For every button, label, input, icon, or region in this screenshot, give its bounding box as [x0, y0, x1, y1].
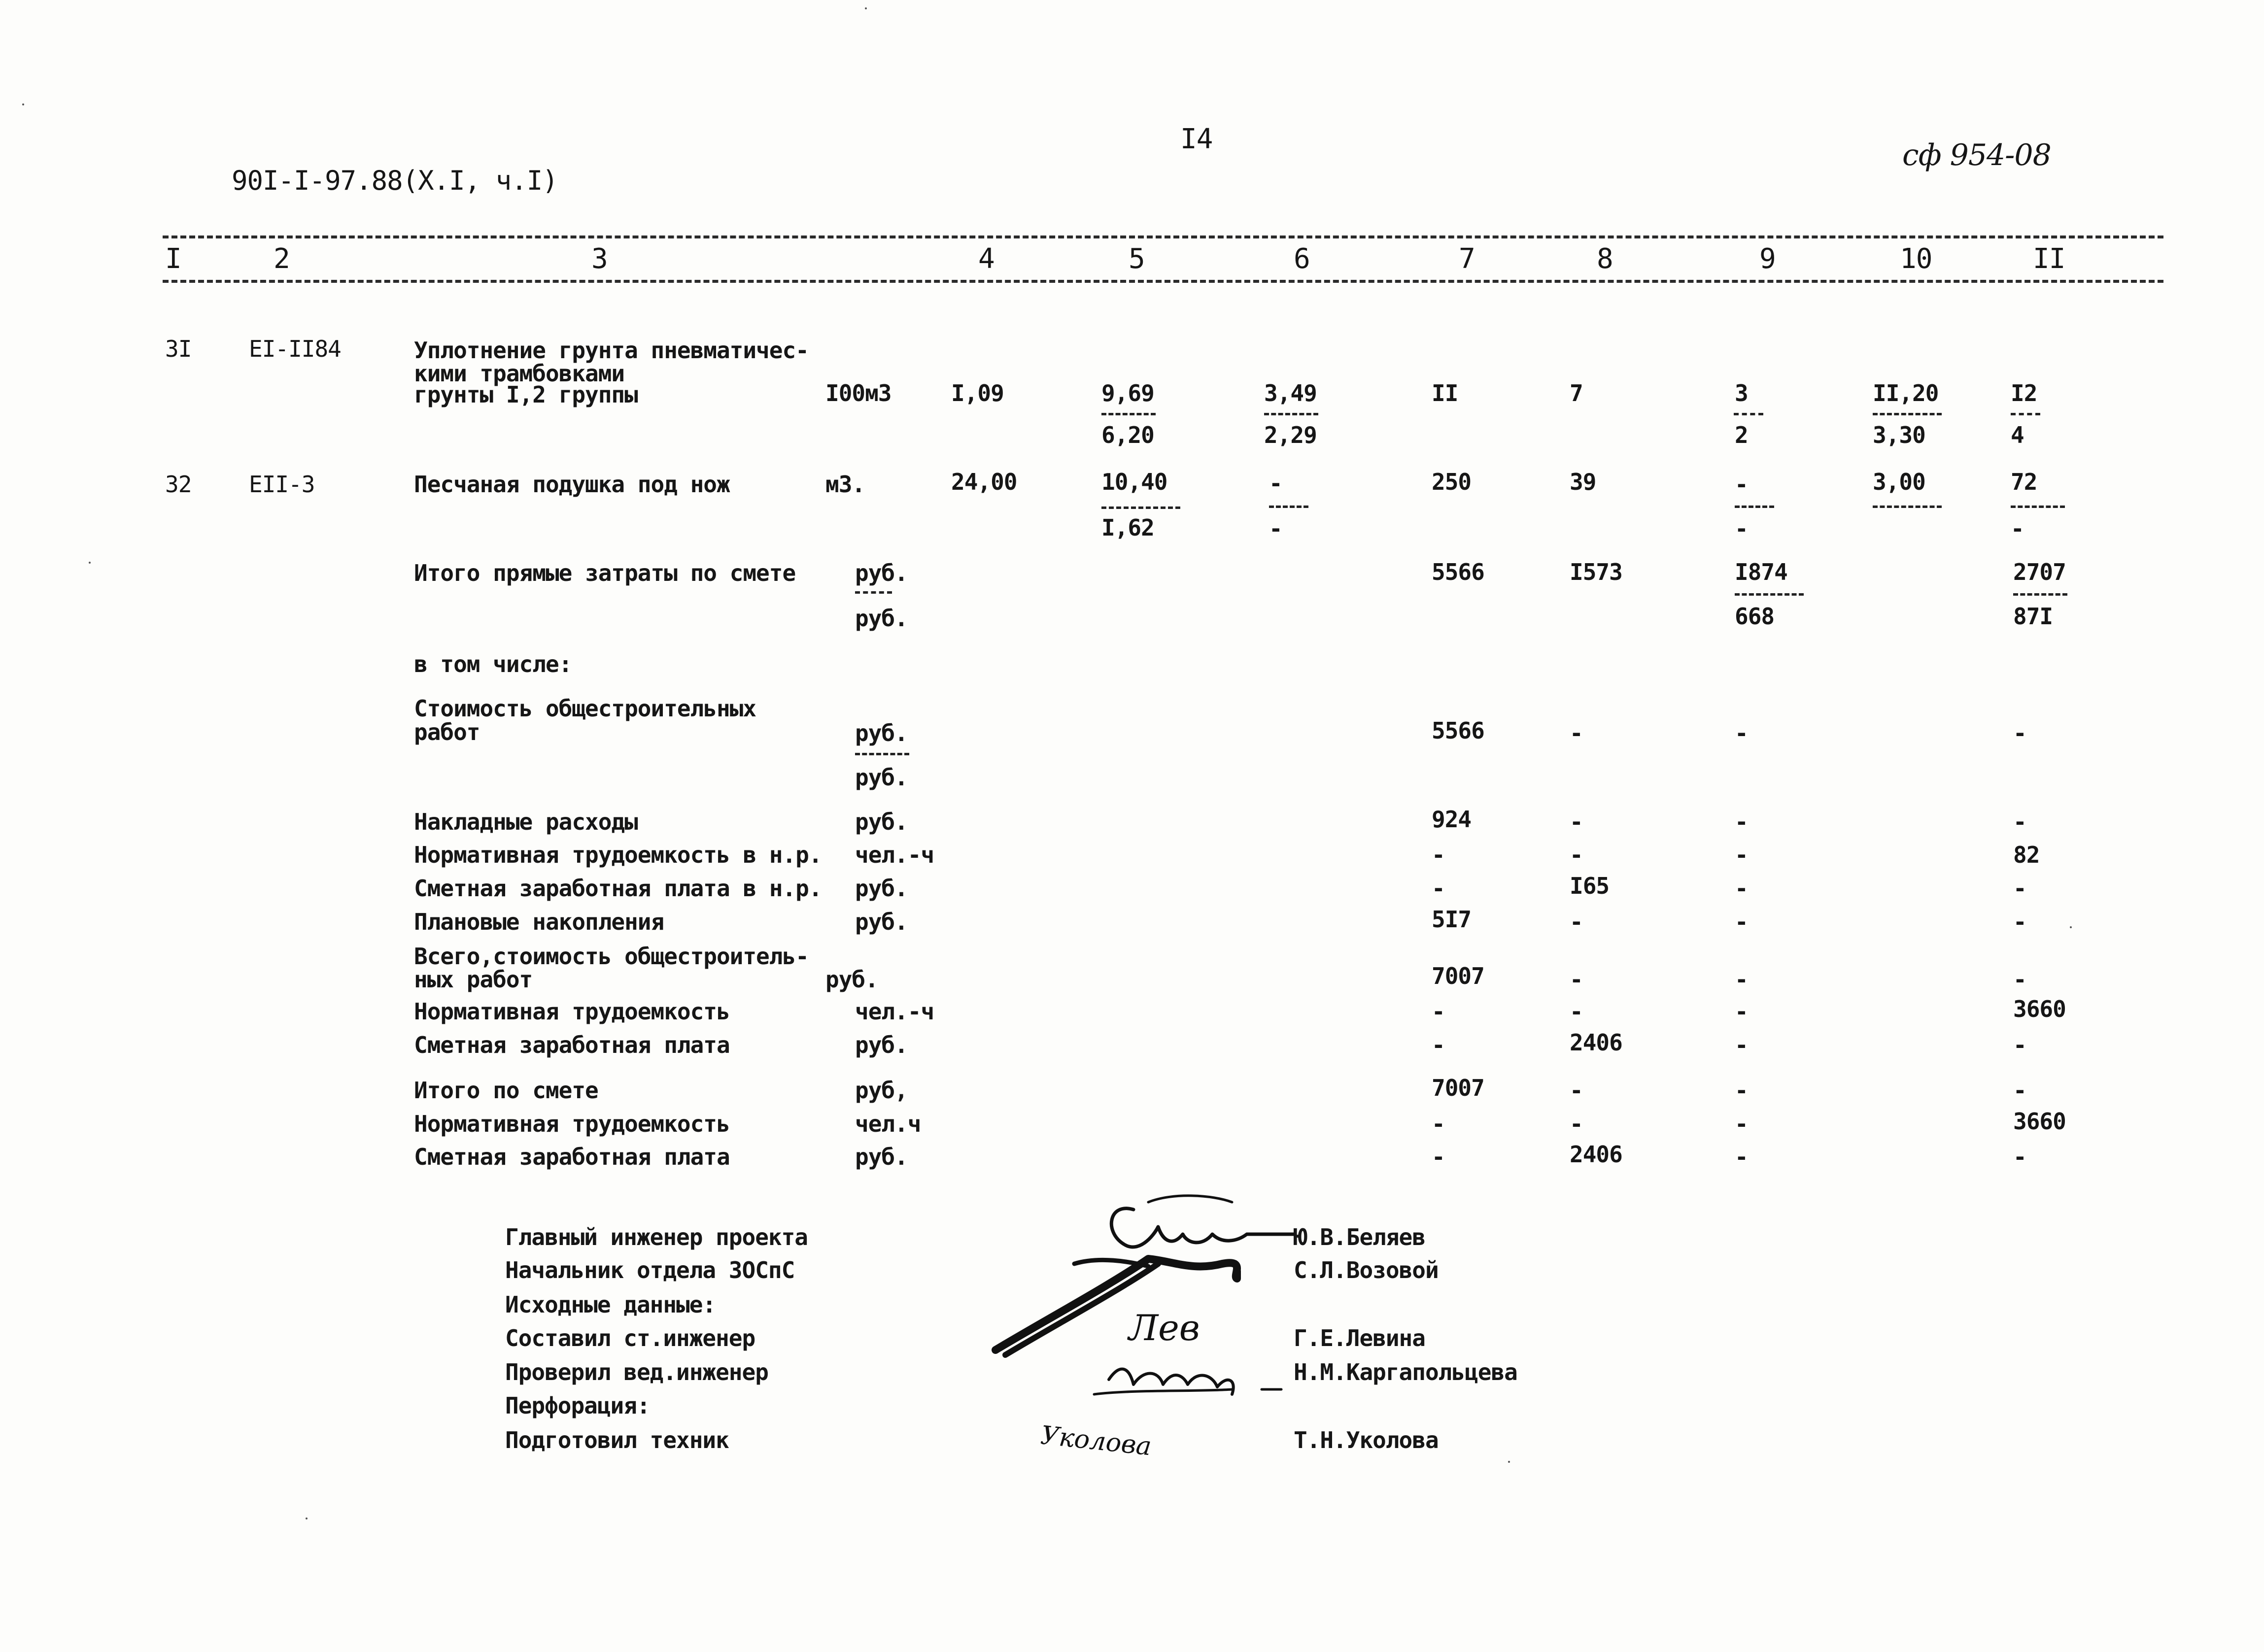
signature-belyaev-stroke	[1111, 1209, 1294, 1247]
cell-c11-top: 2707	[2013, 559, 2066, 585]
signature-role: Проверил вед.инженер	[505, 1359, 768, 1385]
cell-c11: -	[2013, 1032, 2026, 1058]
cell-c8: -	[1570, 720, 1583, 746]
cell-c7: -	[1432, 842, 1445, 868]
archive-stamp: сф 954-08	[1902, 138, 2051, 172]
summary-unit: руб.	[855, 909, 908, 935]
cell-c9: -	[1735, 842, 1748, 868]
row-number: 3I	[165, 336, 192, 362]
summary-label: Нормативная трудоемкость	[414, 1111, 730, 1137]
summary-label: работ	[414, 719, 480, 745]
cell-c9-top: I874	[1735, 559, 1787, 585]
signature-vozovoy-stroke	[1074, 1260, 1148, 1266]
summary-label: Сметная заработная плата	[414, 1144, 730, 1170]
cell-c5-bottom: I,62	[1101, 514, 1154, 541]
row-name: Песчаная подушка под нож	[414, 471, 730, 498]
cell-c9-bottom: 2	[1735, 422, 1748, 448]
column-header: 4	[978, 243, 995, 275]
cell-c8: 2406	[1570, 1141, 1622, 1168]
signature-name: Н.М.Каргапольцева	[1294, 1359, 1517, 1385]
column-header: 9	[1759, 243, 1776, 275]
row-qty: I,09	[951, 380, 1004, 406]
cell-c8: -	[1570, 1077, 1583, 1104]
column-header: 5	[1129, 243, 1145, 275]
cell-c9-top: -	[1735, 471, 1748, 498]
cell-c6-bottom: -	[1269, 515, 1282, 542]
cell-c11: -	[2013, 966, 2026, 993]
column-header: 3	[591, 243, 608, 275]
cell-c11: -	[2013, 1144, 2026, 1170]
cell-c11: 3660	[2013, 1108, 2066, 1135]
summary-unit: руб.	[855, 720, 908, 746]
cell-c11-bottom: -	[2011, 515, 2024, 542]
row-name: кими трамбовками	[414, 360, 625, 387]
scan-speck	[306, 1517, 308, 1519]
summary-label: Итого прямые затраты по смете	[414, 560, 796, 586]
signature-role: Перфорация:	[505, 1392, 650, 1419]
row-code: EII-3	[249, 471, 315, 498]
cell-c9: -	[1735, 1032, 1748, 1058]
cell-c7: -	[1432, 998, 1445, 1025]
cell-c11-top: I2	[2011, 380, 2037, 406]
signature-belyaev-stroke	[1148, 1196, 1232, 1202]
column-header: II	[2033, 243, 2065, 275]
signature-role: Начальник отдела ЗОСпС	[505, 1257, 795, 1283]
summary-label: ных работ	[414, 966, 533, 993]
column-header: 10	[1900, 243, 1932, 275]
cell-c8: -	[1570, 998, 1583, 1025]
cell-c7: II	[1432, 380, 1458, 406]
cell-c7: 5566	[1432, 717, 1484, 744]
cell-c8: -	[1570, 966, 1583, 993]
cell-c9: -	[1735, 998, 1748, 1025]
cell-c8: -	[1570, 842, 1583, 868]
scan-speck	[1508, 1461, 1510, 1463]
cell-c8: -	[1570, 1111, 1583, 1137]
summary-unit: чел.-ч	[855, 842, 934, 868]
column-header: 8	[1597, 243, 1613, 275]
cell-c6-top: -	[1269, 470, 1282, 497]
cell-c8: I573	[1570, 559, 1622, 585]
summary-label: Накладные расходы	[414, 809, 638, 835]
cell-c11: -	[2013, 909, 2026, 935]
cell-c8: 39	[1570, 469, 1596, 495]
scan-speck	[89, 562, 91, 564]
signature-name: С.Л.Возовой	[1294, 1257, 1439, 1283]
cell-c9: -	[1735, 1144, 1748, 1170]
cell-c11-top: 72	[2011, 469, 2037, 495]
cell-c8: 2406	[1570, 1029, 1622, 1056]
cell-c8: -	[1570, 909, 1583, 935]
cell-c9: -	[1735, 1111, 1748, 1137]
cell-c11: -	[2013, 875, 2026, 902]
cell-c7: -	[1432, 1144, 1445, 1170]
cell-c9-bottom: 668	[1735, 603, 1775, 630]
cell-c10-top: II,20	[1873, 380, 1939, 406]
cell-c7: 7007	[1432, 963, 1484, 989]
cell-c7: 5566	[1432, 559, 1484, 585]
document-code: 90I-I-97.88(X.I, ч.I)	[232, 165, 558, 196]
summary-label: Сметная заработная плата в н.р.	[414, 875, 822, 902]
cell-c7: 5I7	[1432, 906, 1472, 933]
summary-unit: чел.ч	[855, 1111, 921, 1137]
cell-c9: -	[1735, 875, 1748, 902]
cell-c5-top: 9,69	[1101, 380, 1154, 406]
cell-c7: 250	[1432, 469, 1472, 495]
signature-name: Г.Е.Левина	[1294, 1325, 1425, 1351]
cell-c11: 82	[2013, 842, 2040, 868]
summary-label: Стоимость общестроительных	[414, 695, 756, 722]
row-number: 32	[165, 471, 192, 498]
cell-c9: -	[1735, 966, 1748, 993]
summary-label: Плановые накопления	[414, 909, 664, 935]
cell-c11: -	[2013, 720, 2026, 746]
cell-c5-bottom: 6,20	[1101, 422, 1154, 448]
column-header: 7	[1459, 243, 1475, 275]
row-qty: 24,00	[951, 469, 1017, 495]
signature-kargapoltseva-stroke	[1094, 1389, 1232, 1394]
cell-c5-top: 10,40	[1101, 469, 1167, 495]
summary-label: Нормативная трудоемкость в н.р.	[414, 842, 822, 868]
signature-name: Т.Н.Уколова	[1294, 1427, 1439, 1453]
summary-unit: руб.	[855, 764, 908, 791]
cell-c8: -	[1570, 809, 1583, 835]
cell-c10-top: 3,00	[1873, 469, 1925, 495]
cell-c9: -	[1735, 809, 1748, 835]
scan-speck	[2070, 926, 2072, 928]
column-header: 6	[1294, 243, 1310, 275]
cell-c7: -	[1432, 875, 1445, 902]
summary-label: Нормативная трудоемкость	[414, 998, 730, 1025]
cell-c8: 7	[1570, 380, 1583, 406]
summary-unit: руб,	[855, 1077, 908, 1104]
column-header: I	[165, 243, 181, 275]
cell-c8: I65	[1570, 873, 1610, 899]
row-name: грунты I,2 группы	[414, 381, 638, 408]
signature-role: Составил ст.инженер	[505, 1325, 755, 1351]
summary-label: Всего,стоимость общестроитель-	[414, 943, 809, 970]
cell-c6-top: 3,49	[1264, 380, 1317, 406]
summary-unit: чел.-ч	[855, 998, 934, 1025]
cell-c9: -	[1735, 1077, 1748, 1104]
summary-unit: руб.	[825, 966, 878, 993]
scan-speck	[865, 7, 867, 9]
summary-unit: руб.	[855, 1144, 908, 1170]
cell-c9-bottom: -	[1735, 515, 1748, 542]
including-label: в том числе:	[414, 651, 572, 677]
summary-label: Сметная заработная плата	[414, 1032, 730, 1058]
signature-name: Ю.В.Беляев	[1294, 1224, 1425, 1250]
cell-c7: -	[1432, 1032, 1445, 1058]
page-number: I4	[1180, 123, 1213, 155]
signature-levina: Лев	[1129, 1307, 1200, 1349]
cell-c9-top: 3	[1735, 380, 1748, 406]
cell-c11: 3660	[2013, 996, 2066, 1022]
scan-speck	[22, 103, 24, 105]
summary-unit: руб.	[855, 560, 908, 586]
cell-c9: -	[1735, 720, 1748, 746]
row-unit: м3.	[825, 471, 865, 498]
cell-c6-bottom: 2,29	[1264, 422, 1317, 448]
cell-c9: -	[1735, 909, 1748, 935]
summary-unit: руб.	[855, 605, 908, 632]
signature-ukolova: Уколова	[1039, 1420, 1153, 1462]
signature-role: Исходные данные:	[505, 1291, 716, 1318]
signature-role: Главный инженер проекта	[505, 1224, 808, 1250]
row-unit: I00м3	[825, 380, 892, 406]
cell-c11-bottom: 4	[2011, 422, 2024, 448]
summary-label: Итого по смете	[414, 1077, 598, 1104]
cell-c11-bottom: 87I	[2013, 603, 2053, 630]
cell-c7: -	[1432, 1111, 1445, 1137]
cell-c10-bottom: 3,30	[1873, 422, 1925, 448]
cell-c11: -	[2013, 1077, 2026, 1104]
summary-unit: руб.	[855, 875, 908, 902]
row-code: EI-II84	[249, 336, 341, 362]
column-header: 2	[274, 243, 290, 275]
cell-c7: 7007	[1432, 1075, 1484, 1101]
signature-role: Подготовил техник	[505, 1427, 729, 1453]
cell-c7: 924	[1432, 806, 1472, 833]
row-name: Уплотнение грунта пневматичес-	[414, 337, 809, 364]
cell-c11: -	[2013, 809, 2026, 835]
summary-unit: руб.	[855, 1032, 908, 1058]
summary-unit: руб.	[855, 809, 908, 835]
